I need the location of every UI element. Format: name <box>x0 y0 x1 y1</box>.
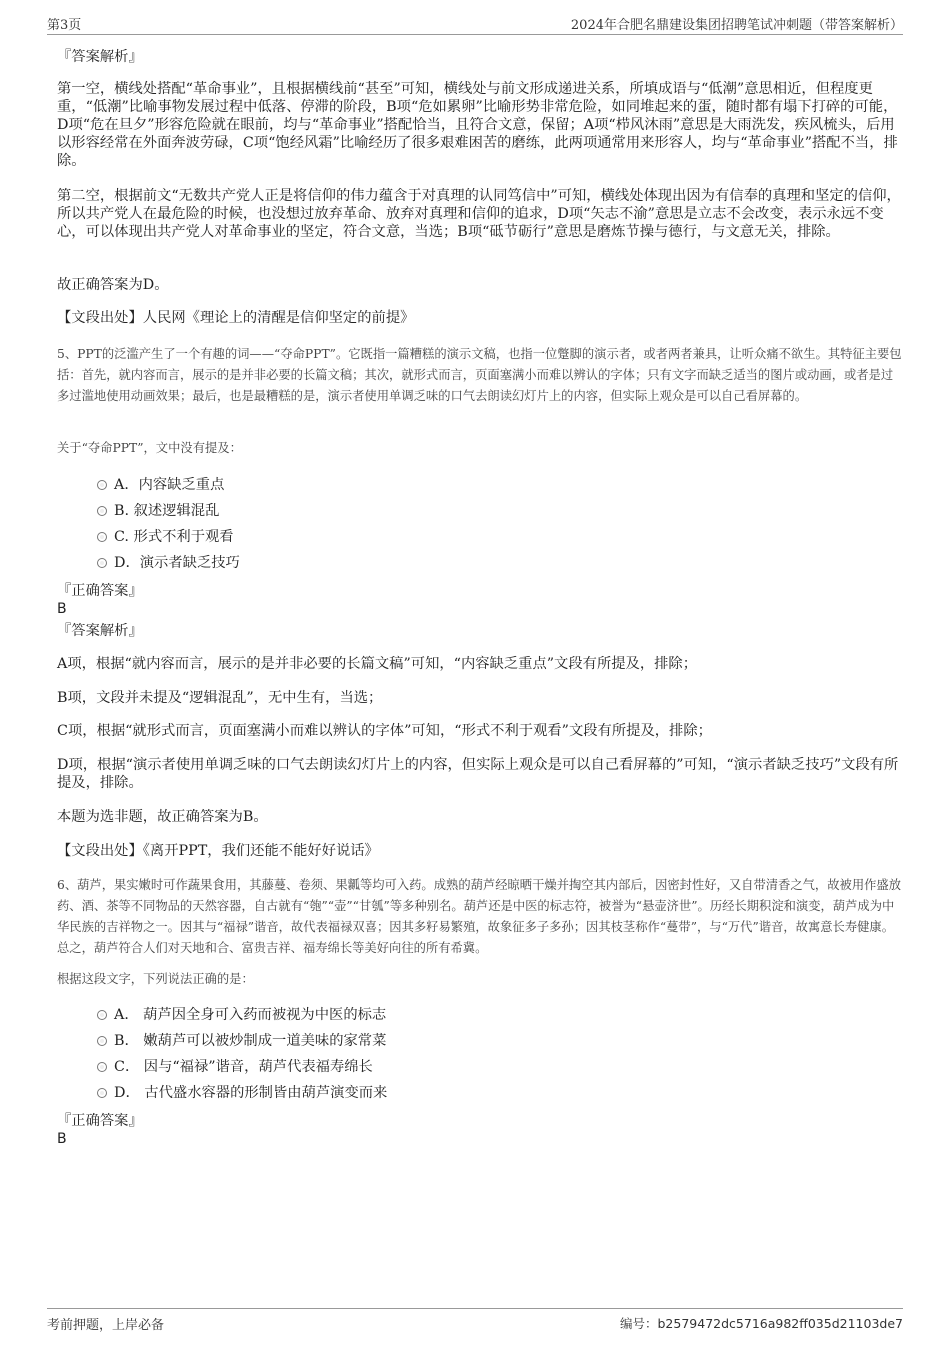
option-label: C． 因与“福禄”谐音，葫芦代表福寿绵长 <box>114 1059 373 1075</box>
q5-conclusion: 本题为选非题，故正确答案为B。 <box>57 809 268 825</box>
q4-conclusion: 故正确答案为D。 <box>57 277 169 293</box>
q5-option-c[interactable] <box>97 528 234 546</box>
q6-option-d[interactable] <box>97 1084 387 1102</box>
q5-analysis-b: B项，文段并未提及“逻辑混乱”，无中生有，当选； <box>57 690 383 706</box>
q4-analysis-para-1: 第一空，横线处搭配“革命事业”，且根据横线前“甚至”可知，横线处与前文形成递进关系，所填成语与“低潮”意思相近，但程度更重，“低潮”比喻事物发展过程中低落、停滞的阶段，B项“危如累卵”比喻形势非常危险，如同堆起来的蛋，随时都有塌下打碎的可能，D项“危在旦夕”形容危险就在眼前，均与“革命事业”搭配恰当，且符合文意，保留；A项“栉风沐雨”意思是大雨洗发，疾风梳头，后用以形容经常在外面奔波劳碌，C项“饱经风霜”比喻经历了很多艰难困苦的磨练，此两项通常用来形容人，均与“革命事业”搭配不当，排除。 <box>57 81 898 169</box>
q6-option-a[interactable] <box>97 1006 386 1024</box>
q6-option-c[interactable] <box>97 1058 373 1076</box>
page-footer <box>47 1308 903 1333</box>
q5-analysis-a: A项，根据“就内容而言，展示的是并非必要的长篇文稿”可知，“内容缺乏重点”文段有所提及，排除； <box>57 656 698 672</box>
q5-option-a[interactable] <box>97 476 224 494</box>
q4-analysis-para-2: 第二空，根据前文“无数共产党人正是将信仰的伟力蕴含于对真理的认同笃信中”可知，横线处体现出因为有信奉的真理和坚定的信仰，所以共产党人在最危险的时候，也没想过放弃革命、放弃对真理和信仰的追求，D项“矢志不渝”意思是立志不会改变，表示永远不变心，可以体现出共产党人对革命事业的坚定，符合文意，当选；B项“砥节砺行”意思是磨炼节操与德行，与文意无关，排除。 <box>57 188 901 240</box>
q5-analysis-c: C项，根据“就形式而言，页面塞满小而难以辨认的字体”可知，“形式不利于观看”文段有所提及，排除； <box>57 723 712 739</box>
q4-source: 【文段出处】人民网《理论上的清醒是信仰坚定的前提》 <box>57 310 415 326</box>
q6-question: 根据这段文字，下列说法正确的是： <box>57 972 254 986</box>
page-header <box>47 14 903 35</box>
q6-option-b[interactable] <box>97 1032 386 1050</box>
q5-passage: 5、PPT的泛滥产生了一个有趣的词——“夺命PPT”。它既指一篇糟糕的演示文稿，也指一位蹩脚的演示者，或者两者兼具，让听众痛不欲生。其特征主要包括：首先，就内容而言，展示的是并非必要的长篇文稿；其次，就形式而言，页面塞满小而难以辨认的字体；只有文字而缺乏适当的图片或动画，或者是过多过滥地使用动画效果；最后，也是最糟糕的是，演示者使用单调乏味的口气去朗读幻灯片上的内容，但实际上观众是可以自己看屏幕的。 <box>57 347 902 403</box>
q4-analysis-label: 『答案解析』 <box>57 49 143 65</box>
q6-answer: B <box>57 1131 67 1147</box>
option-label: D．演示者缺乏技巧 <box>114 555 240 571</box>
q5-source: 【文段出处】《离开PPT，我们还能不能好好说话》 <box>57 843 379 859</box>
page-number: 第3页 <box>47 18 82 33</box>
q5-analysis-d: D项，根据“演示者使用单调乏味的口气去朗读幻灯片上的内容，但实际上观众是可以自己看屏幕的”可知，“演示者缺乏技巧”文段有所提及，排除。 <box>57 757 899 791</box>
document-id: 编号：b2579472dc5716a982ff035d21103de7 <box>620 1316 903 1331</box>
footer-slogan: 考前押题，上岸必备 <box>47 1318 165 1333</box>
document-title: 2024年合肥名鼎建设集团招聘笔试冲刺题（带答案解析） <box>570 18 903 33</box>
q5-answer-label: 『正确答案』 <box>57 583 143 599</box>
radio-icon[interactable] <box>97 1036 107 1046</box>
q6-answer-label: 『正确答案』 <box>57 1113 143 1129</box>
radio-icon[interactable] <box>97 480 107 490</box>
radio-icon[interactable] <box>97 1010 107 1020</box>
radio-icon[interactable] <box>97 1088 107 1098</box>
option-label: A．内容缺乏重点 <box>114 477 225 493</box>
option-label: C. 形式不利于观看 <box>114 529 234 545</box>
q5-answer: B <box>57 601 67 617</box>
q5-analysis-label: 『答案解析』 <box>57 623 143 639</box>
q5-option-d[interactable] <box>97 554 240 572</box>
option-label: D． 古代盛水容器的形制皆由葫芦演变而来 <box>114 1085 388 1101</box>
q6-passage: 6、葫芦，果实嫩时可作蔬果食用，其藤蔓、卷须、果瓤等均可入药。成熟的葫芦经晾晒干燥并掏空其内部后，因密封性好，又自带清香之气，故被用作盛放药、酒、茶等不同物品的天然容器，自古就有“匏”“壶”“甘瓠”等多种别名。葫芦还是中医的标志符，被誉为“悬壶济世”。历经长期积淀和演变，葫芦成为中华民族的吉祥物之一。因其与“福禄”谐音，故代表福禄双喜；因其多籽易繁殖，故象征多子多孙；因其枝茎称作“蔓带”，与“万代”谐音，故寓意长寿健康。总之，葫芦符合人们对天地和合、富贵吉祥、福寿绵长等美好向往的所有希冀。 <box>57 878 902 955</box>
q5-option-b[interactable] <box>97 502 219 520</box>
option-label: B． 嫩葫芦可以被炒制成一道美味的家常菜 <box>114 1033 387 1049</box>
radio-icon[interactable] <box>97 1062 107 1072</box>
option-label: A． 葫芦因全身可入药而被视为中医的标志 <box>114 1007 387 1023</box>
radio-icon[interactable] <box>97 558 107 568</box>
q5-question: 关于“夺命PPT”，文中没有提及： <box>57 441 242 455</box>
option-label: B. 叙述逻辑混乱 <box>114 503 220 519</box>
radio-icon[interactable] <box>97 532 107 542</box>
radio-icon[interactable] <box>97 506 107 516</box>
